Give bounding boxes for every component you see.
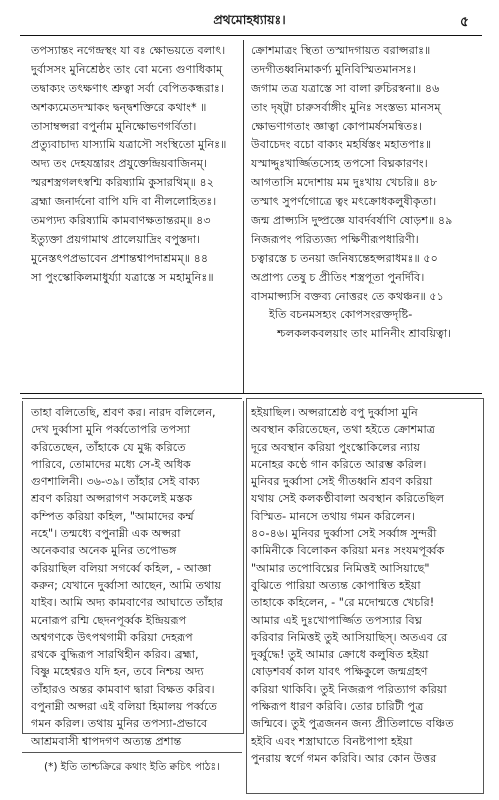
chapter-title: প্রথমোহধ্যায়ঃ।: [213, 12, 286, 27]
footnote: (*) ইতি তাশ্চক্রিরে কথাং ইতি ক্বচিৎ পাঠঃ।: [44, 761, 220, 773]
verse-line: দুর্বাসসং মুনিশ্রেষ্ঠং তাং বো মন্যে গুণাধিকাম্: [31, 62, 223, 76]
prose-line: ৪০-৪৬। মুনিবর দুর্ব্বাসা সেই সর্ব্বাঙ্গ সুন্দরী: [251, 527, 437, 541]
verse-line: অদ্য তং দেহযন্ত্রারং প্রযুক্তেন্দ্রিয়বাজিনম্।: [31, 157, 207, 171]
prose-line: যাইব। আমি অদ্য কামবাণের আঘাতে তাঁহার: [31, 596, 223, 610]
footnote-rule: [22, 752, 242, 753]
prose-line: তাহাকে কহিলেন, - "রে মদোন্মত্তে খেচরি!: [251, 596, 435, 610]
translation-column-left: [31, 404, 239, 750]
translation-top-rule: [22, 398, 242, 399]
prose-line: করিবার নিমিত্তই তুই আসিয়াছিস্। অতএব রে: [251, 630, 448, 644]
prose-line: মুনিবর দুর্ব্বাসা সেই গীতধ্বনি শ্রবণ করিয়া: [251, 475, 433, 489]
verse-column-left: [31, 42, 239, 288]
prose-line: আমার এই দুঃখোপার্জ্জিত তপস্যার বিঘ্ন: [251, 613, 422, 627]
verse-line: তদ্বাক্যং তৎক্ষণাৎ শ্রুত্বা সর্বা বেপিতকন্ধরাঃ।: [31, 81, 224, 95]
verse-line: ব্রহ্মা জনার্দনো বাপি যদি বা নীললোহিতঃ।: [31, 195, 217, 209]
verse-line: প্রত্যুবাচাদ্য যাস্যামি যত্রাসৌ সংস্থিতো মুনিঃ॥: [31, 138, 227, 152]
prose-line: পারিবে, তোমাদের মধ্যে সে-ই অধিক: [31, 457, 191, 471]
verse-line: নিজরূপং পরিত্যজ্য পক্ষিণীরূপধারিণী।: [251, 232, 419, 246]
page-number: ৫: [459, 14, 469, 30]
verse-line: জগাম তত্র যত্রাস্তে সা বালা রুচিরস্বনা॥ ৪৬: [251, 81, 440, 95]
verse-line: ক্ষোভণাগতাং জ্ঞাত্বা কোপামর্ষসমন্বিতঃ।: [251, 119, 423, 133]
prose-line: করুন; যেখানে দুর্ব্বাসা আছেন, আমি তথায়: [31, 578, 222, 592]
prose-line: দূরে অবস্থান করিয়া পুংস্কোকিলের ন্যায়: [251, 440, 420, 454]
header-rule: [20, 35, 482, 36]
verse-line: তমপ্যদ্য করিষ্যামি কামবাণক্ষতান্তরম্॥ ৪৩: [31, 214, 211, 228]
prose-line: মনোরূপ রশ্মি ছেদনপূর্ব্বক ইন্দ্রিয়রূপ: [31, 613, 187, 627]
section-rule: [20, 393, 482, 394]
prose-line: তাহা বলিতেছি, শ্রবণ কর। নারদ বলিলেন,: [31, 406, 216, 419]
prose-line: করিয়াছিল বলিয়া সগর্ব্বে কহিল, - আজ্ঞা: [31, 561, 212, 575]
prose-line: মনোহর কণ্ঠে গান করিতে আরম্ভ করিল।: [251, 457, 427, 471]
prose-line: অনেকবার অনেক মুনির তপোভঙ্গ: [31, 544, 177, 558]
prose-line: কম্পিত করিয়া কহিল, "আমাদের কর্ম্ম: [31, 509, 194, 523]
verse-line: উবাচেদং বচো বাক্যং মহর্ষিস্তং মহাতপাঃ॥: [251, 138, 432, 152]
verse-line: ক্রোশমাত্রং স্থিতা তস্মাদগায়ত বরাপ্সরাঃ॥: [251, 44, 431, 57]
verse-line: আগতাসি মদোশায় মম দুঃখায় খেচরি॥ ৪৮: [251, 176, 438, 190]
verse-line: যস্মাদ্দুঃখার্জ্জিতস্যেহ তপসো বিঘ্নকারণং।: [251, 157, 428, 171]
verse-line: শ্চলকলকবলয়াং তাং মানিনীং শ্রাবয়িত্বা।: [277, 327, 452, 341]
prose-line: করিয়া থাকিবি। তুই নিজরূপ পরিত্যাগ করিয়া: [251, 682, 447, 696]
prose-line: আশ্রমবাসী শ্বাপদগণ অত্যন্ত প্রশান্ত: [31, 734, 182, 748]
verse-line: তাসাম্বপ্সরা বপুর্নাম মুনিক্ষোভণগর্বিতা।: [31, 119, 197, 133]
prose-line: দুর্ব্বুদ্ধে! তুই আমার ক্রোধে কলুষিত হইয়া: [251, 648, 429, 662]
prose-line: বুঝিতে পারিয়া অত্যন্ত কোপান্বিত হইয়া: [251, 578, 421, 592]
verse-line: অপ্রাপ্য তেষু চ প্রীতিং শস্ত্রপূতা পুনর্দিবি।: [251, 270, 425, 284]
prose-line: পক্ষিরূপ ধারণ করিবি। তোর চারিটী পুত্র: [251, 700, 424, 714]
prose-line: বিষ্ণু মহেশ্বরও যদি হন, তবে নিশ্চয় অদ্য: [31, 665, 204, 679]
verse-column-right: [251, 42, 483, 344]
prose-line: হইবি এবং শস্ত্রাঘাতে বিনষ্টপাপা হইয়া: [251, 734, 413, 748]
prose-line: জন্মিবে। তুই পুত্রজনন জন্য প্রীতিলাভে বঞ্চিত: [251, 717, 454, 731]
prose-line: পুনরায় স্বর্গে গমন করিবি। আর কোন উত্তর: [251, 751, 437, 765]
prose-line: তাঁহারও অন্তর কামবাণ দ্বারা বিক্ষত করিব।: [31, 682, 215, 696]
verse-line: ইত্যুক্তা প্রয়গামাথ প্রালেয়াদ্রিং বপুস্তদা।: [31, 232, 201, 246]
prose-line: "আমার তপোবিঘ্নের নিমিত্তই আসিয়াছে": [251, 561, 430, 575]
prose-line: দেখ দুর্ব্বাসা মুনি পর্ব্বতোপরি তপস্যা: [31, 423, 191, 437]
page-header: [0, 10, 499, 32]
verse-line: ইতি বচনমসহ্যং কোপসংরক্তদৃষ্টি-: [269, 308, 413, 322]
verse-line: সা পুংস্কোকিলমাধুর্য্যা যত্রাস্তে স মহামুনিঃ॥: [31, 270, 214, 284]
prose-line: শ্রবণ করিয়া অপ্সরাগণ সকলেই মস্তক: [31, 492, 193, 506]
prose-line: গুণশালিনী। ৩৬-৩৯। তাঁহার সেই বাক্য: [31, 475, 200, 489]
verse-line: তস্মাৎ সুপর্ণগোত্রে ত্বং মৎক্রোধকলুষীকৃতা।: [251, 195, 437, 209]
verse-line: মুনেস্তৎপপ্রভাবেন প্রশান্তশ্বাপদাশ্রমম্॥ ৪৪: [31, 251, 209, 265]
prose-line: কামিনীকে বিলোকন করিয়া মনঃ সংযমপূর্ব্বক: [251, 544, 445, 558]
translation-column-right: [251, 404, 483, 767]
verse-line: তপস্যান্তং নগেন্দ্রস্থং যা বঃ ক্ষোভয়তে বলাৎ।: [31, 44, 226, 57]
column-divider: [243, 40, 244, 394]
verse-line: তদগীতধ্বনিমাকর্ণ্য মুনিবিস্মিতমানসঃ।: [251, 62, 416, 76]
prose-line: রথকে বুদ্ধিরূপ সারথিহীন করিব। ব্রহ্মা,: [31, 648, 199, 662]
verse-line: অশক্যমেতদস্মাকং দ্বন্দ্বশক্তিরে কথাং* ॥: [31, 100, 207, 114]
verse-line: বাসমাপ্স্যসি বক্তব্য নোত্তরং তে কথঞ্চন॥ ৫১: [251, 289, 444, 303]
prose-line: যথায় সেই কলকণ্ঠীবালা অবস্থান করিতেছিল: [251, 492, 445, 506]
prose-line: হইয়াছিল। অপ্সরাশ্রেষ্ঠ বপু দুর্ব্বাসা মুনি: [251, 406, 418, 419]
prose-line: ষোড়শবর্ষ কাল যাবৎ পক্ষিকুলে জন্মগ্রহণ: [251, 665, 428, 679]
verse-line: স্মরশস্ত্রগলৎস্বশ্মি করিষ্যামি কুসারথিম্॥ ৪২: [31, 176, 215, 190]
prose-line: গমন করিল। তথায় মুনির তপস্যা-প্রভাবে: [31, 717, 208, 731]
prose-line: অবস্থান করিতেছেন, তথা হইতে ক্রোশমাত্র: [251, 423, 435, 437]
prose-line: বিস্মিত- মানসে তথায় গমন করিলেন।: [251, 509, 415, 523]
prose-line: অশ্বগণকে উৎপথগামী করিয়া দেহরূপ: [31, 630, 193, 644]
verse-line: চত্বারস্তে চ তনয়া জনিষ্যন্তেহপ্সরাধমঃ॥ ৫০: [251, 251, 438, 265]
verse-line: জন্ম প্রাপ্স্যসি দুষ্প্রজ্ঞে যাবর্দবর্ষাণি ষোড়শ॥ ৪৯: [251, 214, 453, 228]
verse-line: তাং দৃষ্ট্বা চারুসর্বাঙ্গীং মুনিঃ সংস্তভ্য মানসম্: [251, 100, 441, 114]
prose-line: বপুনাম্নী অপ্সরা এই বলিয়া হিমালয় পর্ব্বতে: [31, 700, 217, 714]
prose-line: নহে"। তন্মধ্যে বপুনাম্নী এক অপ্সরা: [31, 527, 181, 541]
prose-line: করিতেছেন, তাঁহাকে যে মুগ্ধ করিতে: [31, 440, 186, 454]
